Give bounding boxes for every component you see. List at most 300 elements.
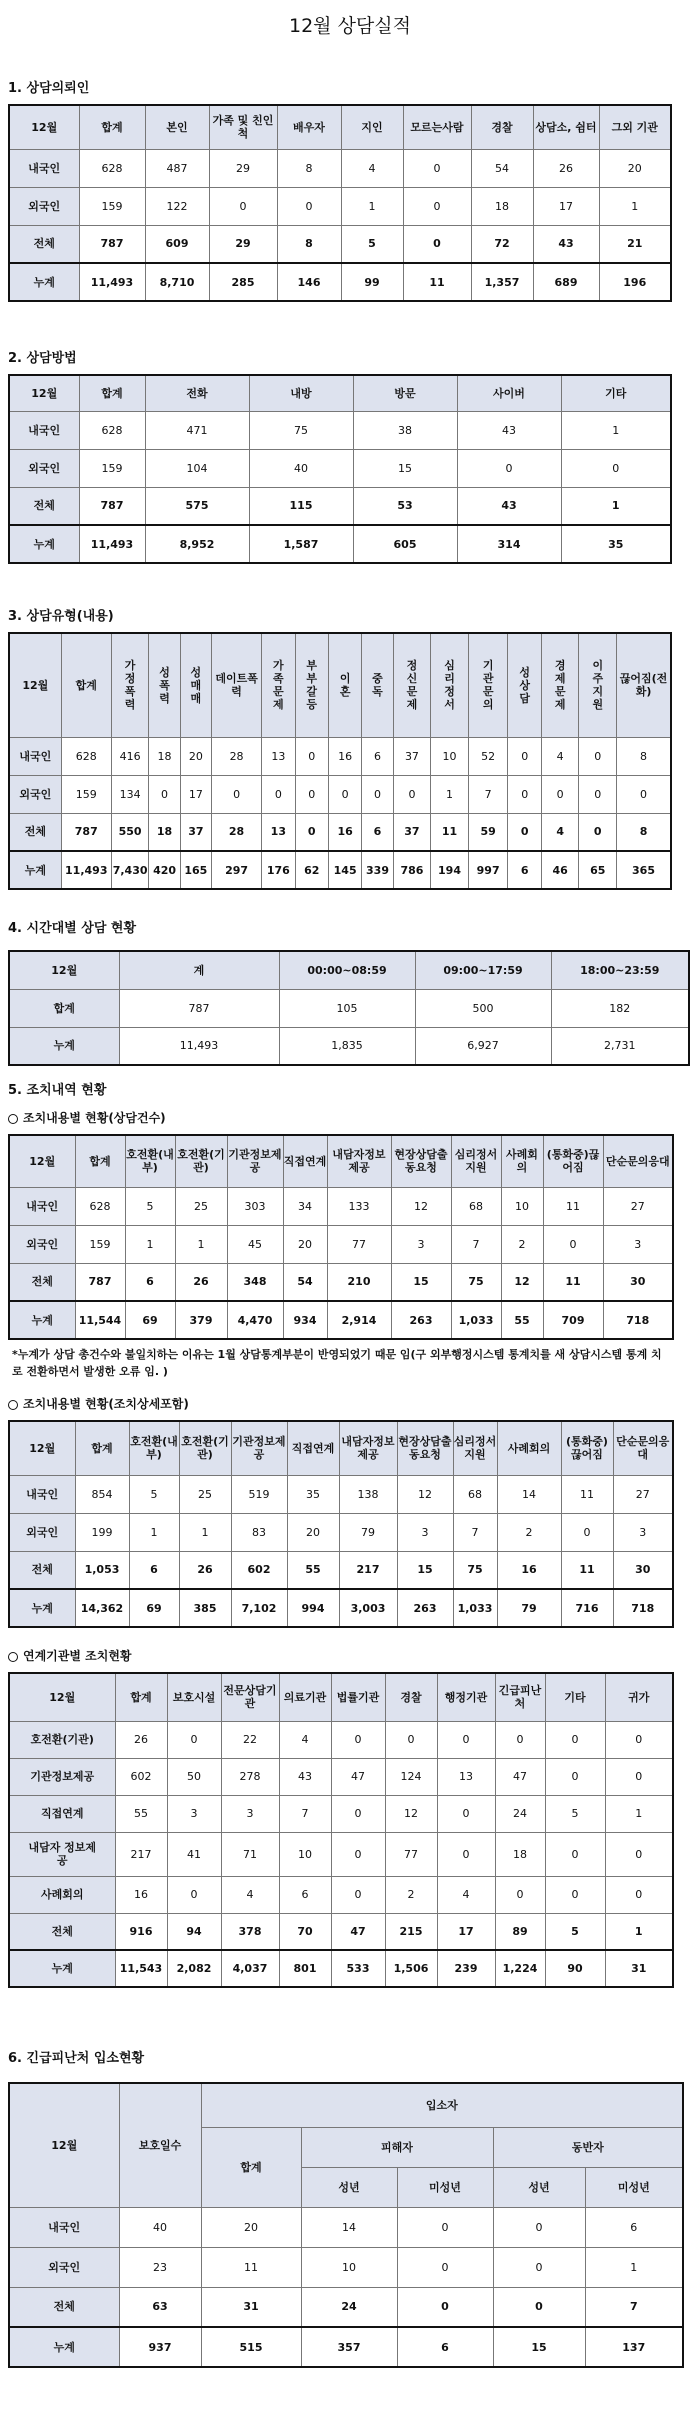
table-cell: 303 xyxy=(227,1187,283,1225)
table-cell: 138 xyxy=(339,1475,397,1513)
table-cell: 239 xyxy=(437,1950,495,1987)
table-cell: 1 xyxy=(561,487,671,525)
header-cell: 12월 xyxy=(9,105,79,149)
table-cell: 0 xyxy=(403,187,471,225)
table-cell: 0 xyxy=(545,1832,605,1876)
row-label: 외국인 xyxy=(9,2247,119,2287)
table-cell: 550 xyxy=(111,813,149,851)
table-cell: 10 xyxy=(279,1832,331,1876)
table-cell: 6 xyxy=(397,2327,493,2367)
page-title: 12월 상담실적 xyxy=(289,15,411,37)
table-row xyxy=(9,411,671,449)
table-row xyxy=(9,1589,673,1627)
table-cell: 787 xyxy=(79,487,145,525)
table-cell: 0 xyxy=(493,2207,585,2247)
header-cell: 보호일수 xyxy=(119,2083,201,2207)
table-cell: 0 xyxy=(493,2247,585,2287)
table-cell: 30 xyxy=(603,1263,673,1301)
table-header-row xyxy=(9,105,671,149)
table-cell: 41 xyxy=(167,1832,221,1876)
header-cell: 미성년 xyxy=(585,2167,683,2207)
table-cell: 6 xyxy=(585,2207,683,2247)
table-cell: 0 xyxy=(331,1876,385,1913)
table-cell: 0 xyxy=(605,1721,673,1758)
table-cell: 4 xyxy=(541,813,579,851)
table-cell: 1 xyxy=(175,1225,227,1263)
header-cell: 12월 xyxy=(9,951,119,989)
table-cell: 17 xyxy=(180,775,211,813)
header-cell: 정신문제 xyxy=(393,633,431,737)
table-cell: 11,493 xyxy=(79,525,145,563)
header-cell: 사례회의 xyxy=(497,1421,561,1475)
table-cell: 1 xyxy=(125,1225,175,1263)
table-row xyxy=(9,1513,673,1551)
header-cell: 09:00~17:59 xyxy=(415,951,551,989)
table-cell: 146 xyxy=(277,263,341,301)
row-label: 내국인 xyxy=(9,1187,75,1225)
table-cell: 18 xyxy=(149,737,180,775)
table-row xyxy=(9,2287,683,2327)
table-cell: 27 xyxy=(613,1475,673,1513)
table-cell: 10 xyxy=(501,1187,543,1225)
table-cell: 134 xyxy=(111,775,149,813)
header-cell: 법률기관 xyxy=(331,1673,385,1721)
table-cell: 194 xyxy=(431,851,469,889)
table-row xyxy=(9,149,671,187)
table-cell: 122 xyxy=(145,187,209,225)
table-row xyxy=(9,1721,673,1758)
table-cell: 54 xyxy=(283,1263,327,1301)
table-row xyxy=(9,989,689,1027)
table-cell: 0 xyxy=(331,1721,385,1758)
table-row xyxy=(9,2327,683,2367)
header-cell: 합계 xyxy=(75,1135,125,1187)
header-cell: 보호시설 xyxy=(167,1673,221,1721)
header-cell: 부부갈등 xyxy=(295,633,328,737)
header-cell: 심리정서 xyxy=(431,633,469,737)
table-cell: 90 xyxy=(545,1950,605,1987)
header-cell: 12월 xyxy=(9,375,79,411)
table-cell: 196 xyxy=(599,263,671,301)
table-cell: 16 xyxy=(328,737,361,775)
table-cell: 63 xyxy=(119,2287,201,2327)
table-cell: 3 xyxy=(613,1513,673,1551)
table-cell: 75 xyxy=(249,411,353,449)
table-cell: 4 xyxy=(221,1876,279,1913)
table-cell: 24 xyxy=(301,2287,397,2327)
table-cell: 2 xyxy=(501,1225,543,1263)
table-row xyxy=(9,1832,673,1876)
table-header-row xyxy=(9,1421,673,1475)
table-cell: 0 xyxy=(545,1721,605,1758)
table-cell: 10 xyxy=(431,737,469,775)
table-cell: 62 xyxy=(295,851,328,889)
table-cell: 24 xyxy=(495,1795,545,1832)
header-cell: 성매매 xyxy=(180,633,211,737)
table-cell: 16 xyxy=(115,1876,167,1913)
circle-bullet-icon xyxy=(8,1114,18,1124)
table-cell: 263 xyxy=(397,1589,453,1627)
table-cell: 0 xyxy=(209,187,277,225)
row-label: 내담자 정보제공 xyxy=(9,1832,115,1876)
table-cell: 7,430 xyxy=(111,851,149,889)
table-cell: 22 xyxy=(221,1721,279,1758)
table-cell: 716 xyxy=(561,1589,613,1627)
table-cell: 43 xyxy=(279,1758,331,1795)
table-cell: 6 xyxy=(129,1551,179,1589)
table-cell: 75 xyxy=(453,1551,497,1589)
table-cell: 16 xyxy=(497,1551,561,1589)
table-row xyxy=(9,449,671,487)
row-label: 전체 xyxy=(9,1913,115,1950)
header-cell: 현장상담출동요청 xyxy=(397,1421,453,1475)
table-cell: 994 xyxy=(287,1589,339,1627)
table-cell: 0 xyxy=(331,1795,385,1832)
table-cell: 40 xyxy=(119,2207,201,2247)
table-cell: 1 xyxy=(585,2247,683,2287)
table-cell: 6 xyxy=(508,851,541,889)
table-cell: 59 xyxy=(468,813,508,851)
header-cell: 긴급피난처 xyxy=(495,1673,545,1721)
header-cell: 이혼 xyxy=(328,633,361,737)
row-label: 누계 xyxy=(9,525,79,563)
table-cell: 1 xyxy=(341,187,403,225)
table-cell: 5 xyxy=(341,225,403,263)
row-label: 기관정보제공 xyxy=(9,1758,115,1795)
table-cell: 50 xyxy=(167,1758,221,1795)
header-cell: 경찰 xyxy=(385,1673,437,1721)
table-cell: 628 xyxy=(61,737,111,775)
row-label: 외국인 xyxy=(9,449,79,487)
header-cell: 합계 xyxy=(79,375,145,411)
section-actions xyxy=(8,1080,674,1988)
table-cell: 10 xyxy=(301,2247,397,2287)
table-cell: 26 xyxy=(179,1551,231,1589)
header-cell: 합계 xyxy=(75,1421,129,1475)
table-row xyxy=(9,1950,673,1987)
table-row xyxy=(9,1301,673,1339)
table-cell: 0 xyxy=(262,775,295,813)
table-cell: 28 xyxy=(212,737,262,775)
header-cell: 내방 xyxy=(249,375,353,411)
table-header-row xyxy=(9,375,671,411)
table-cell: 26 xyxy=(175,1263,227,1301)
header-cell: 동반자 xyxy=(493,2127,683,2167)
table-row xyxy=(9,1263,673,1301)
table-cell: 71 xyxy=(221,1832,279,1876)
table-cell: 1,835 xyxy=(279,1027,415,1065)
header-cell: 성상담 xyxy=(508,633,541,737)
table-cell: 3,003 xyxy=(339,1589,397,1627)
table-cell: 416 xyxy=(111,737,149,775)
table-cell: 89 xyxy=(495,1913,545,1950)
table-cell: 801 xyxy=(279,1950,331,1987)
table-header-row xyxy=(9,1673,673,1721)
table-cell: 46 xyxy=(541,851,579,889)
table-cell: 15 xyxy=(353,449,457,487)
header-cell: 가족문제 xyxy=(262,633,295,737)
table-cell: 6 xyxy=(125,1263,175,1301)
header-cell: 내담자정보제공 xyxy=(339,1421,397,1475)
header-cell: (통화중)끊어짐 xyxy=(561,1421,613,1475)
header-cell: 호전환(내부) xyxy=(129,1421,179,1475)
table-cell: 786 xyxy=(393,851,431,889)
table-cell: 1 xyxy=(599,187,671,225)
table-cell: 5 xyxy=(129,1475,179,1513)
table-cell: 5 xyxy=(545,1795,605,1832)
subsection-title: 연계기관별 조치현황 xyxy=(23,1649,132,1663)
table-cell: 0 xyxy=(212,775,262,813)
table-cell: 1 xyxy=(431,775,469,813)
row-label: 누계 xyxy=(9,1950,115,1987)
table-cell: 69 xyxy=(129,1589,179,1627)
table-cell: 30 xyxy=(613,1551,673,1589)
table-cell: 1,033 xyxy=(453,1589,497,1627)
table-cell: 159 xyxy=(61,775,111,813)
header-cell: 기타 xyxy=(545,1673,605,1721)
table-cell: 145 xyxy=(328,851,361,889)
table-cell: 165 xyxy=(180,851,211,889)
table-cell: 124 xyxy=(385,1758,437,1795)
table-cell: 515 xyxy=(201,2327,301,2367)
table-cell: 159 xyxy=(75,1225,125,1263)
table-cell: 709 xyxy=(543,1301,603,1339)
header-cell: 직접연계 xyxy=(287,1421,339,1475)
table-cell: 11 xyxy=(431,813,469,851)
table-cell: 787 xyxy=(119,989,279,1027)
header-cell: 호전환(기관) xyxy=(175,1135,227,1187)
header-cell: 이주지원 xyxy=(579,633,617,737)
header-cell: 끊어짐(전화) xyxy=(617,633,671,737)
header-cell: 가족 및 친인척 xyxy=(209,105,277,149)
header-cell: 경찰 xyxy=(471,105,533,149)
table-cell: 8,952 xyxy=(145,525,249,563)
table-cell: 2 xyxy=(385,1876,437,1913)
table-cell: 628 xyxy=(75,1187,125,1225)
table-cell: 0 xyxy=(362,775,393,813)
table-cell: 1,506 xyxy=(385,1950,437,1987)
table-cell: 285 xyxy=(209,263,277,301)
row-label: 내국인 xyxy=(9,737,61,775)
table-cell: 20 xyxy=(201,2207,301,2247)
table-row xyxy=(9,775,671,813)
table-cell: 55 xyxy=(115,1795,167,1832)
table-cell: 339 xyxy=(362,851,393,889)
table-cell: 997 xyxy=(468,851,508,889)
header-cell: 계 xyxy=(119,951,279,989)
table-cell: 8,710 xyxy=(145,263,209,301)
header-cell: 심리정서지원 xyxy=(453,1421,497,1475)
table-cell: 8 xyxy=(277,149,341,187)
table-cell: 43 xyxy=(457,487,561,525)
header-cell: 기관정보제공 xyxy=(231,1421,287,1475)
section-heading: 6. 긴급피난처 입소현황 xyxy=(8,2051,145,2066)
table-cell: 20 xyxy=(283,1225,327,1263)
header-cell: 12월 xyxy=(9,1673,115,1721)
table-row xyxy=(9,187,671,225)
table-cell: 609 xyxy=(145,225,209,263)
table-cell: 6 xyxy=(362,813,393,851)
row-label: 누계 xyxy=(9,2327,119,2367)
table-cell: 0 xyxy=(495,1876,545,1913)
footnote: *누계가 상담 총건수와 불일치하는 이유는 1월 상담통계부분이 반영되었기 때문 임(구 외부행정시스템 통계치를 새 상담시스템 통계 치로 전환하면서 발생한 오류 임. ) xyxy=(12,1348,662,1378)
table-cell: 11 xyxy=(561,1551,613,1589)
table-cell: 0 xyxy=(385,1721,437,1758)
table-cell: 8 xyxy=(277,225,341,263)
table-cell: 0 xyxy=(605,1832,673,1876)
table-cell: 15 xyxy=(397,1551,453,1589)
table-cell: 5 xyxy=(545,1913,605,1950)
table-cell: 0 xyxy=(457,449,561,487)
table-cell: 11 xyxy=(543,1263,603,1301)
table-cell: 378 xyxy=(221,1913,279,1950)
table-cell: 37 xyxy=(393,737,431,775)
table-cell: 3 xyxy=(167,1795,221,1832)
row-label: 외국인 xyxy=(9,775,61,813)
header-cell: 배우자 xyxy=(277,105,341,149)
row-label: 누계 xyxy=(9,1027,119,1065)
row-label: 외국인 xyxy=(9,1225,75,1263)
table-header-row xyxy=(9,2083,683,2127)
table-cell: 99 xyxy=(341,263,403,301)
table-cell: 159 xyxy=(79,449,145,487)
table-cell: 72 xyxy=(471,225,533,263)
table-cell: 217 xyxy=(115,1832,167,1876)
table-cell: 0 xyxy=(508,813,541,851)
table-cell: 4 xyxy=(541,737,579,775)
table-cell: 27 xyxy=(603,1187,673,1225)
header-cell: 피해자 xyxy=(301,2127,493,2167)
section-timeslot xyxy=(8,918,690,1066)
table-cell: 14,362 xyxy=(75,1589,129,1627)
table-cell: 0 xyxy=(397,2247,493,2287)
header-cell: 방문 xyxy=(353,375,457,411)
table-cell: 854 xyxy=(75,1475,129,1513)
table-row xyxy=(9,1551,673,1589)
row-label: 내국인 xyxy=(9,411,79,449)
table-row xyxy=(9,813,671,851)
table-cell: 718 xyxy=(603,1301,673,1339)
table-cell: 105 xyxy=(279,989,415,1027)
table-cell: 7 xyxy=(468,775,508,813)
table-cell: 0 xyxy=(543,1225,603,1263)
table-cell: 4,037 xyxy=(221,1950,279,1987)
table-cell: 159 xyxy=(79,187,145,225)
header-cell: 18:00~23:59 xyxy=(551,951,689,989)
table-cell: 7,102 xyxy=(231,1589,287,1627)
table-row xyxy=(9,263,671,301)
table-cell: 718 xyxy=(613,1589,673,1627)
table-cell: 53 xyxy=(353,487,457,525)
table-cell: 0 xyxy=(495,1721,545,1758)
header-cell: 본인 xyxy=(145,105,209,149)
table-cell: 55 xyxy=(501,1301,543,1339)
table-cell: 1 xyxy=(129,1513,179,1551)
subsection-heading xyxy=(8,1394,674,1414)
table-cell: 23 xyxy=(119,2247,201,2287)
table-cell: 137 xyxy=(585,2327,683,2367)
table-cell: 3 xyxy=(391,1225,451,1263)
table-cell: 21 xyxy=(599,225,671,263)
table-row xyxy=(9,737,671,775)
table-cell: 28 xyxy=(212,813,262,851)
table-cell: 602 xyxy=(115,1758,167,1795)
table-cell: 43 xyxy=(457,411,561,449)
table-row xyxy=(9,225,671,263)
table-cell: 20 xyxy=(287,1513,339,1551)
table-cell: 0 xyxy=(277,187,341,225)
table-cell: 471 xyxy=(145,411,249,449)
row-label: 사례회의 xyxy=(9,1876,115,1913)
table-cell: 11,493 xyxy=(79,263,145,301)
row-label: 외국인 xyxy=(9,187,79,225)
table-row xyxy=(9,1913,673,1950)
table-cell: 12 xyxy=(385,1795,437,1832)
table-header-row xyxy=(9,633,671,737)
table-cell: 11,544 xyxy=(75,1301,125,1339)
table-cell: 916 xyxy=(115,1913,167,1950)
table-cell: 0 xyxy=(403,225,471,263)
header-cell: 입소자 xyxy=(201,2083,683,2127)
table-cell: 54 xyxy=(471,149,533,187)
header-cell: 합계 xyxy=(115,1673,167,1721)
table-cell: 199 xyxy=(75,1513,129,1551)
table-cell: 25 xyxy=(179,1475,231,1513)
table-cell: 79 xyxy=(497,1589,561,1627)
table-cell: 0 xyxy=(149,775,180,813)
table-row xyxy=(9,2247,683,2287)
circle-bullet-icon xyxy=(8,1652,18,1662)
table-cell: 1 xyxy=(179,1513,231,1551)
table-cell: 7 xyxy=(279,1795,331,1832)
table-cell: 15 xyxy=(493,2327,585,2367)
header-cell: 성폭력 xyxy=(149,633,180,737)
table-cell: 934 xyxy=(283,1301,327,1339)
table-cell: 7 xyxy=(585,2287,683,2327)
table-cell: 4 xyxy=(279,1721,331,1758)
table-cell: 0 xyxy=(605,1876,673,1913)
table-cell: 14 xyxy=(301,2207,397,2247)
table-cell: 11,493 xyxy=(61,851,111,889)
requester-table xyxy=(8,104,672,302)
section-method xyxy=(8,348,672,564)
table-cell: 69 xyxy=(125,1301,175,1339)
table-header-row xyxy=(9,1135,673,1187)
table-row xyxy=(9,2207,683,2247)
table-cell: 0 xyxy=(393,775,431,813)
row-label: 누계 xyxy=(9,851,61,889)
section-shelter xyxy=(8,2048,684,2368)
header-cell: 단순문의응대 xyxy=(603,1135,673,1187)
header-cell: 상담소, 쉼터 xyxy=(533,105,599,149)
header-cell: 모르는사람 xyxy=(403,105,471,149)
table-cell: 176 xyxy=(262,851,295,889)
table-cell: 7 xyxy=(451,1225,501,1263)
header-cell: 기관정보제공 xyxy=(227,1135,283,1187)
circle-bullet-icon xyxy=(8,1400,18,1410)
header-cell: 전문상담기관 xyxy=(221,1673,279,1721)
table-cell: 0 xyxy=(605,1758,673,1795)
table-cell: 11,543 xyxy=(115,1950,167,1987)
header-cell: 기타 xyxy=(561,375,671,411)
table-cell: 605 xyxy=(353,525,457,563)
timeslot-table xyxy=(8,950,690,1066)
table-cell: 0 xyxy=(437,1795,495,1832)
table-cell: 65 xyxy=(579,851,617,889)
table-cell: 2,914 xyxy=(327,1301,391,1339)
table-cell: 83 xyxy=(231,1513,287,1551)
table-cell: 47 xyxy=(495,1758,545,1795)
